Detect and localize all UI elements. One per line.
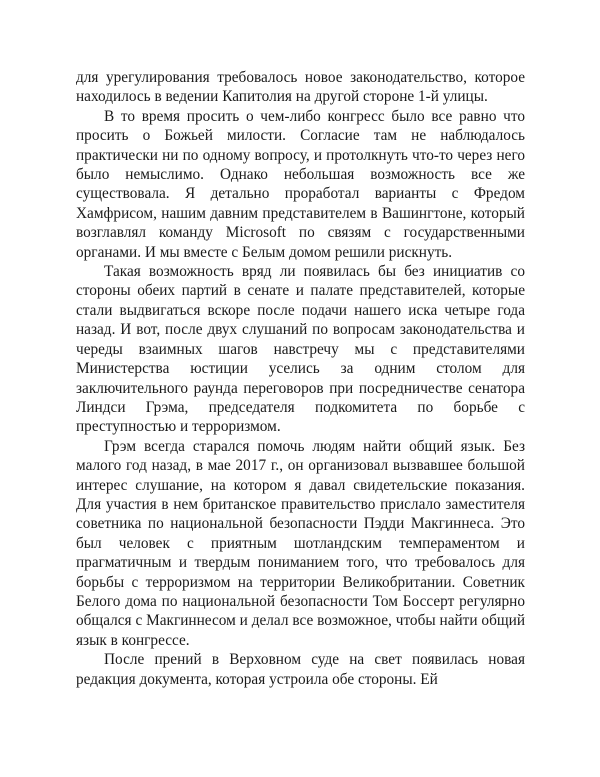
paragraph-graham: Грэм всегда старался помочь людям найти общий язык. Без малого год назад, в мае 2017 г., он организовал вызвавшее большой интерес слушание, на котором я давал свидетельские показания. Для участия в нем британское правительство прислало заместителя советника по национальной безопасности Пэдди Макгиннеса. Это был человек с приятным шотландским темпераментом и прагматичным и твердым пониманием того, что требовалось для борьбы с терроризмом на территории Великобритании. Советник Белого дома по национальной безопасности Том Боссерт регулярно общался с Макгиннесом и делал все возможное, чтобы найти общий язык в конгрессе.	[76, 437, 525, 649]
paragraph-opportunity: Такая возможность вряд ли появилась бы без инициатив со стороны обеих партий в сенате и палате представителей, которые стали выдвигаться вскоре после подачи нашего иска четыре года назад. И вот, после двух слушаний по вопросам законодательства и череды взаимных шагов навстречу мы с представителями Министерства юстиции уселись за одним столом для заключительного раунда переговоров при посредничестве сенатора Линдси Грэма, председателя подкомитета по борьбе с преступностью и терроризмом.	[76, 263, 525, 436]
document-page	[76, 68, 525, 689]
paragraph-continued: для урегулирования требовалось новое законодательство, которое находилось в ведении Капитолия на другой стороне 1-й улицы.	[76, 69, 525, 106]
paragraph-congress: В то время просить о чем-либо конгресс было все равно что просить о Божьей милости. Согласие там не наблюдалось практически ни по одному вопросу, и протолкнуть что-то через него было немыслимо. Однако небольшая возможность все же существовала. Я детально проработал варианты с Фредом Хамфрисом, нашим давним представителем в Вашингтоне, который возглавлял команду Microsoft по связям с государственными органами. И мы вместе с Белым домом решили рискнуть.	[76, 107, 525, 261]
paragraph-supreme-court: После прений в Верховном суде на свет появилась новая редакция документа, которая устроила обе стороны. Ей	[76, 651, 525, 688]
